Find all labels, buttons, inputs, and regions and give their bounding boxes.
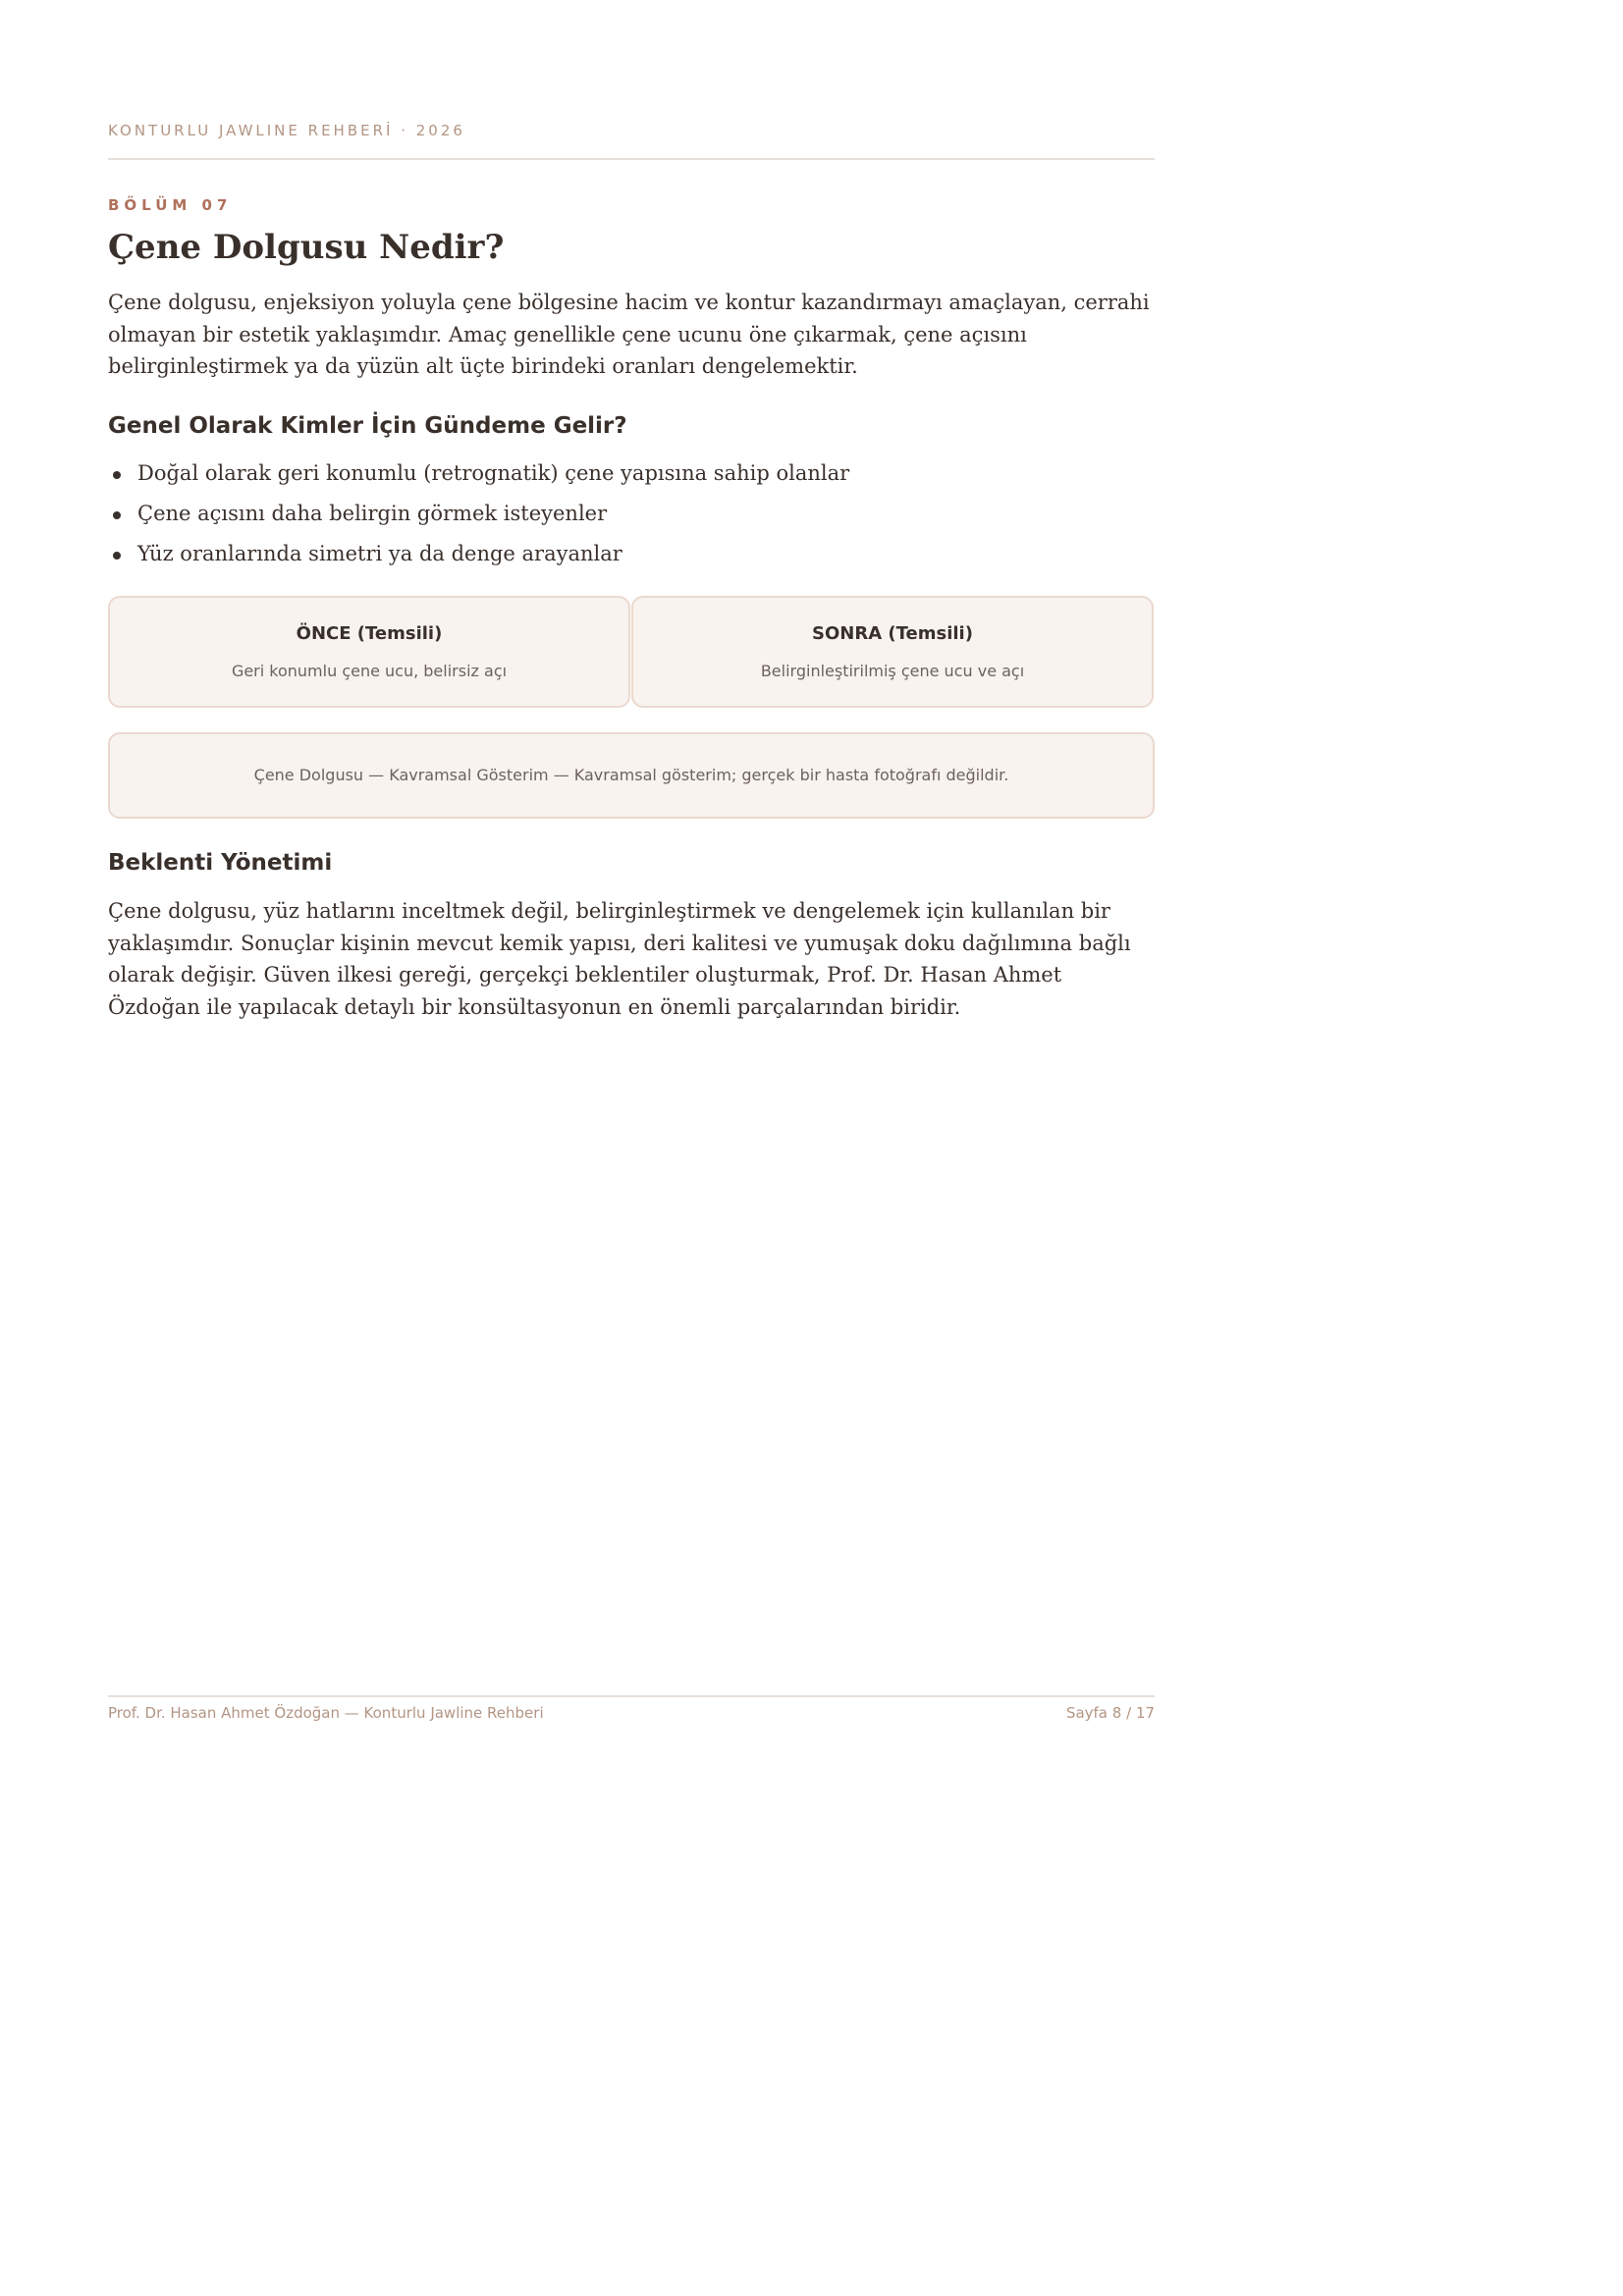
before-card-title: ÖNCE (Temsili) (296, 623, 443, 644)
list-item: Çene açısını daha belirgin görmek isteyenler (108, 494, 849, 534)
before-card (108, 596, 630, 708)
footer-divider (108, 1695, 1155, 1697)
page-number: Sayfa 8 / 17 (1065, 1704, 1155, 1722)
concept-caption: Çene Dolgusu — Kavramsal Gösterim — Kavramsal gösterim; gerçek bir hasta fotoğrafı değildir. (253, 766, 1009, 784)
intro-paragraph: Çene dolgusu, enjeksiyon yoluyla çene bölgesine hacim ve kontur kazandırmayı amaçlayan, cerrahi olmayan bir estetik yaklaşımdır. Amaç genellikle çene ucunu öne çıkarmak, çene açısını belirginleştirmek ya da yüzün alt üçte birindeki oranları dengelemektir. (108, 291, 1150, 378)
page-title: Çene Dolgusu Nedir? (108, 228, 505, 267)
candidates-list (108, 454, 849, 574)
after-card-description: Belirginleştirilmiş çene ucu ve açı (760, 662, 1025, 680)
after-card (631, 596, 1154, 708)
footer-author: Prof. Dr. Hasan Ahmet Özdoğan — Konturlu Jawline Rehberi (108, 1704, 544, 1722)
header-divider (108, 158, 1155, 160)
candidates-heading: Genel Olarak Kimler İçin Gündeme Gelir? (108, 413, 627, 439)
before-card-description: Geri konumlu çene ucu, belirsiz açı (231, 662, 508, 680)
list-item: Yüz oranlarında simetri ya da denge arayanlar (108, 534, 849, 574)
concept-illustration-box (108, 732, 1155, 819)
expectations-paragraph: Çene dolgusu, yüz hatlarını inceltmek değil, belirginleştirmek ve dengelemek için kullanılan bir yaklaşımdır. Sonuçlar kişinin mevcut kemik yapısı, deri kalitesi ve yumuşak doku dağılımına bağlı olarak değişir. Güven ilkesi gereği, gerçekçi beklentiler oluşturmak, Prof. Dr. Hasan Ahmet Özdoğan ile yapılacak detaylı bir konsültasyonun en önemli parçalarından biridir. (108, 899, 1131, 1019)
running-header: KONTURLU JAWLINE REHBERİ · 2026 (108, 122, 465, 139)
list-item: Doğal olarak geri konumlu (retrognatik) çene yapısına sahip olanlar (108, 454, 849, 494)
after-card-title: SONRA (Temsili) (812, 623, 973, 644)
chapter-label: BÖLÜM 07 (108, 196, 233, 214)
expectations-heading: Beklenti Yönetimi (108, 850, 333, 876)
